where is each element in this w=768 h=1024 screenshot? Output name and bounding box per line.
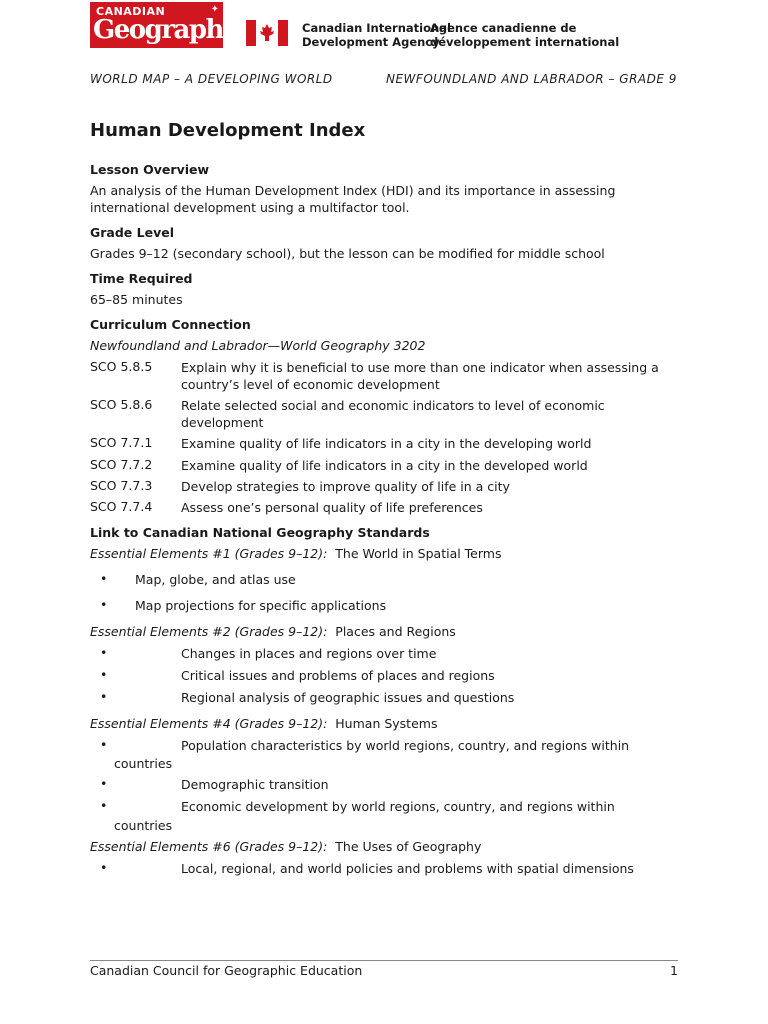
canadian-geographic-logo (90, 2, 246, 48)
list-item: Regional analysis of geographic issues and questions (181, 690, 515, 705)
list-item: Economic development by world regions, country, and regions within (181, 799, 615, 814)
ee2-line (90, 623, 456, 640)
footer-divider (90, 960, 678, 961)
list-item: Population characteristics by world regions, country, and regions within (181, 738, 630, 753)
cida-english-name (302, 21, 451, 49)
bullet-icon: • (100, 571, 108, 586)
list-item-wrap: countries (114, 756, 173, 771)
ee1-title: The World in Spatial Terms (335, 546, 502, 561)
list-item: Map, globe, and atlas use (135, 572, 296, 587)
cida-fr-line2: développement international (430, 35, 620, 49)
ee2-title: Places and Regions (335, 624, 456, 639)
bullet-icon: • (100, 798, 108, 813)
curriculum-subheading: Newfoundland and Labrador—World Geography 3202 (90, 338, 426, 353)
list-item: Changes in places and regions over time (181, 646, 437, 661)
sco-code: SCO 5.8.5 (90, 359, 153, 374)
bullet-icon: • (100, 860, 108, 875)
sco-text: Assess one’s personal quality of life preferences (181, 500, 483, 515)
curriculum-heading: Curriculum Connection (90, 317, 251, 332)
maple-leaf-icon: ✦ (210, 4, 219, 15)
logo-line2: Geographic (93, 15, 246, 45)
sco-text: Examine quality of life indicators in a city in the developing world (181, 436, 592, 451)
list-item-wrap: countries (114, 818, 173, 833)
overview-heading: Lesson Overview (90, 162, 210, 177)
list-item: Local, regional, and world policies and problems with spatial dimensions (181, 861, 634, 876)
sco-code: SCO 7.7.3 (90, 478, 153, 493)
bullet-icon: • (100, 597, 108, 612)
time-heading: Time Required (90, 271, 193, 286)
standards-heading: Link to Canadian National Geography Standards (90, 525, 430, 540)
ee6-label: Essential Elements #6 (Grades 9–12): (90, 839, 328, 854)
cida-french-name (430, 21, 619, 49)
ee6-title: The Uses of Geography (335, 839, 482, 854)
running-header-right: NEWFOUNDLAND AND LABRADOR – GRADE 9 (386, 72, 677, 86)
page-number: 1 (670, 963, 678, 978)
cida-en-line2: Development Agency (302, 35, 440, 49)
cida-en-line1: Canadian International (302, 21, 451, 35)
bullet-icon: • (100, 776, 108, 791)
ee4-label: Essential Elements #4 (Grades 9–12): (90, 716, 328, 731)
sco-text: Explain why it is beneficial to use more than one indicator when assessing a country’s level of economic development (181, 360, 659, 392)
time-text: 65–85 minutes (90, 292, 183, 307)
sco-code: SCO 7.7.4 (90, 499, 153, 514)
page-title: Human Development Index (90, 120, 366, 141)
sco-text: Relate selected social and economic indicators to level of economic development (181, 398, 605, 430)
sco-code: SCO 7.7.1 (90, 435, 153, 450)
logo-line1: CANADIAN (96, 5, 166, 18)
list-item: Demographic transition (181, 777, 329, 792)
overview-text: An analysis of the Human Development Index (HDI) and its importance in assessing international development using a multifactor tool. (90, 183, 616, 215)
bullet-icon: • (100, 689, 108, 704)
list-item: Map projections for specific applications (135, 598, 387, 613)
sco-text: Develop strategies to improve quality of life in a city (181, 479, 510, 494)
bullet-icon: • (100, 645, 108, 660)
list-item: Critical issues and problems of places and regions (181, 668, 495, 683)
cida-fr-line1: Agence canadienne de (430, 21, 577, 35)
grade-heading: Grade Level (90, 225, 174, 240)
ee4-title: Human Systems (335, 716, 438, 731)
sco-code: SCO 5.8.6 (90, 397, 153, 412)
bullet-icon: • (100, 737, 108, 752)
sco-code: SCO 7.7.2 (90, 457, 153, 472)
running-header-left: WORLD MAP – A DEVELOPING WORLD (90, 72, 333, 86)
canada-flag-icon (246, 20, 288, 46)
ee6-line (90, 838, 481, 855)
ee4-line (90, 715, 437, 732)
sco-text: Examine quality of life indicators in a city in the developed world (181, 458, 588, 473)
ee1-label: Essential Elements #1 (Grades 9–12): (90, 546, 328, 561)
ee1-line (90, 545, 502, 562)
footer-org: Canadian Council for Geographic Education (90, 963, 363, 978)
bullet-icon: • (100, 667, 108, 682)
grade-text: Grades 9–12 (secondary school), but the lesson can be modified for middle school (90, 246, 605, 261)
ee2-label: Essential Elements #2 (Grades 9–12): (90, 624, 328, 639)
